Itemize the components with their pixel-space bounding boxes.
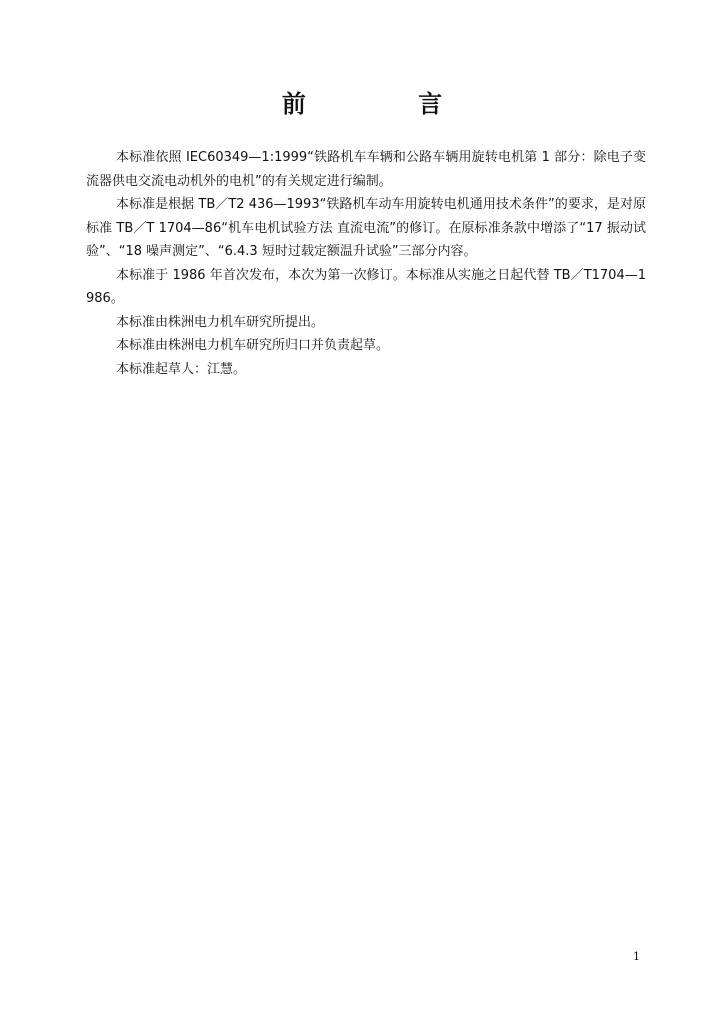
paragraph-drafting-unit: 本标准由株洲电力机车研究所归口并负责起草。 [116,338,390,353]
page-title: 前 言 [281,90,495,118]
foreword-body [86,146,646,381]
paragraph-basis: 本标准依照 IEC60349—1:1999“铁路机车车辆和公路车辆用旋转电机第 1 部分：除电子变流器供电交流电动机外的电机”的有关规定进行编制。 [86,150,646,189]
paragraph-history: 本标准于 1986 年首次发布，本次为第一次修订。本标准从实施之日起代替 TB／T1704—1986。 [86,267,646,306]
paragraph-drafter: 本标准起草人：江慧。 [116,361,247,377]
page-number: 1 [633,950,640,963]
paragraph-revision: 本标准是根据 TB／T2 436—1993“铁路机车动车用旋转电机通用技术条件”的要求，是对原标准 TB／T 1704—86“机车电机试验方法 直流电流”的修订。在原标准条款中增添了“17 振动试验”、“18 噪声测定”、“6.4.3 短时过载定额温升试验”三部分内容。 [86,197,646,259]
paragraph-proposer: 本标准由株洲电力机车研究所提出。 [116,314,325,330]
